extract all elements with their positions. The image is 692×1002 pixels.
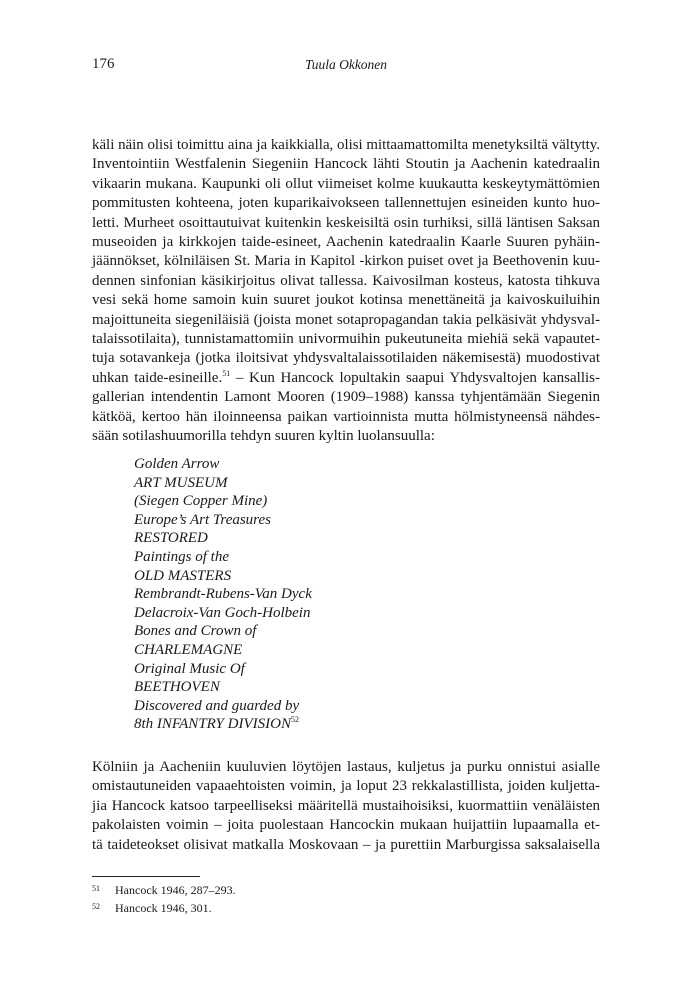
- sign-line: Golden Arrow: [134, 456, 220, 472]
- footnote-number: 51: [92, 884, 100, 893]
- text-line: sään sotilashuumorilla tehdyn suuren kyltin luolansuulla:: [92, 428, 435, 445]
- sign-line: Paintings of the: [134, 548, 229, 565]
- sign-line: [134, 715, 312, 734]
- body-paragraph: [92, 758, 600, 855]
- running-head: Tuula Okkonen: [304, 57, 388, 72]
- text-line: omistautuneiden vapaaehtoisten voimin, ja loput 23 rekkalastillista, joiden kuljetta-: [92, 778, 600, 795]
- sign-line: Delacroix-Van Goch-Holbein: [134, 604, 311, 621]
- sign-line: OLD MASTERS: [134, 567, 232, 584]
- text-fragment: – Kun Hancock lopultakin saapui Yhdysvaltojen kansallis-: [230, 369, 600, 386]
- text-line: kätköä, kertoo hän iloinneensa paikan vartioinnista mutta hölmistyneensä nähdes-: [92, 408, 600, 425]
- text-fragment: uhkan taide-esineille.: [92, 369, 223, 386]
- text-line: tuja sotavankeja (jotka iloitsivat yhdysvaltalaissotilaiden näkemisestä) muodostivat: [92, 350, 600, 367]
- sign-line: ART MUSEUM: [134, 474, 228, 491]
- text-line: dennen sinfonian käsikirjoitus olivat tallessa. Kaivosilman kosteus, katosta tihkuva: [92, 272, 600, 289]
- sign-line: Rembrandt-Rubens-Van Dyck: [134, 586, 312, 603]
- text-line: jia Hancock katsoo tarpeelliseksi määritellä mustaihoisiksi, kuormattiin venäläisten: [92, 797, 600, 814]
- sign-line: RESTORED: [134, 530, 208, 547]
- footnote-divider: [92, 876, 200, 877]
- text-fragment: 8th INFANTRY DIVISION: [134, 716, 291, 733]
- body-paragraph: [92, 136, 600, 447]
- footnote-text: Hancock 1946, 301.: [115, 900, 212, 915]
- sign-line: Original Music Of: [134, 660, 245, 677]
- text-line: museoiden ja kirkkojen taide-esineet, Aachenin katedraalin Kaarle Suuren pyhäin-: [92, 234, 600, 251]
- text-line: pommitusten kohteena, joten kuparikaivokseen tallennettujen esineiden kunto huo-: [92, 195, 600, 212]
- footnote: [92, 881, 236, 899]
- sign-line: Europe’s Art Treasures: [134, 511, 271, 528]
- footnote: [92, 899, 236, 917]
- text-line: vikaarin mukana. Kaupunki oli ollut viimeiset kolme kuukautta keskeytymättömien: [92, 175, 600, 192]
- footnotes: [92, 881, 236, 916]
- footnote-number: 52: [92, 901, 100, 911]
- text-line: käli näin olisi toimittu aina ja kaikkialla, olisi mittaamattomilta menetyksiltä vältytty.: [92, 137, 600, 153]
- text-line: tä taideteokset olisivat matkalla Moskovaan – ja purettiin Marburgissa saksalaisella: [92, 836, 600, 853]
- text-line: vesi sekä home samoin kuin suuret joukot kotinsa menettäneitä ja kaivoskuiluihin: [92, 292, 600, 309]
- text-line: pakolaisten voimin – joita puolestaan Hancockin mukaan huijattiin lupaamalla et-: [92, 817, 600, 834]
- text-line-with-note: [92, 369, 600, 388]
- footnote-text: Hancock 1946, 287–293.: [115, 883, 236, 897]
- text-line: letti. Murheet osoittautuivat kuitenkin keskeisiltä osin turhiksi, sillä läntisen Saksan: [92, 214, 600, 231]
- text-line: gallerian intendentin Lamont Mooren (1909–1988) kanssa tyhjentämään Siegenin: [92, 389, 600, 406]
- text-line: talaissotilaita), tunnistamattomiin univormuihin pukeutuneita miehiä sekä vapautet-: [92, 331, 600, 348]
- sign-quotation: [134, 455, 312, 734]
- sign-line: (Siegen Copper Mine): [134, 493, 268, 510]
- text-line: jäännökset, kölniläisen St. Maria in Kapitol -kirkon puiset ovet ja Beethovenin kuu-: [92, 253, 600, 270]
- footnote-ref[interactable]: 52: [290, 715, 299, 725]
- footnote-ref[interactable]: 51: [222, 368, 231, 378]
- sign-line: BEETHOVEN: [134, 679, 220, 696]
- text-line: Kölniin ja Aacheniin kuuluvien löytöjen lastaus, kuljetus ja purku onnistui asialle: [92, 759, 600, 775]
- text-line: majoittuneita siegeniläisiä (joista monet sotapropagandan takia pelkäsivät yhdysval-: [92, 311, 600, 328]
- sign-line: Bones and Crown of: [134, 623, 257, 640]
- page-number: 176: [92, 56, 115, 72]
- text-line: Inventointiin Westfalenin Siegeniin Hancock lähti Stoutin ja Aachenin katedraalin: [92, 156, 600, 173]
- sign-line: Discovered and guarded by: [134, 697, 300, 714]
- sign-line: CHARLEMAGNE: [134, 641, 243, 658]
